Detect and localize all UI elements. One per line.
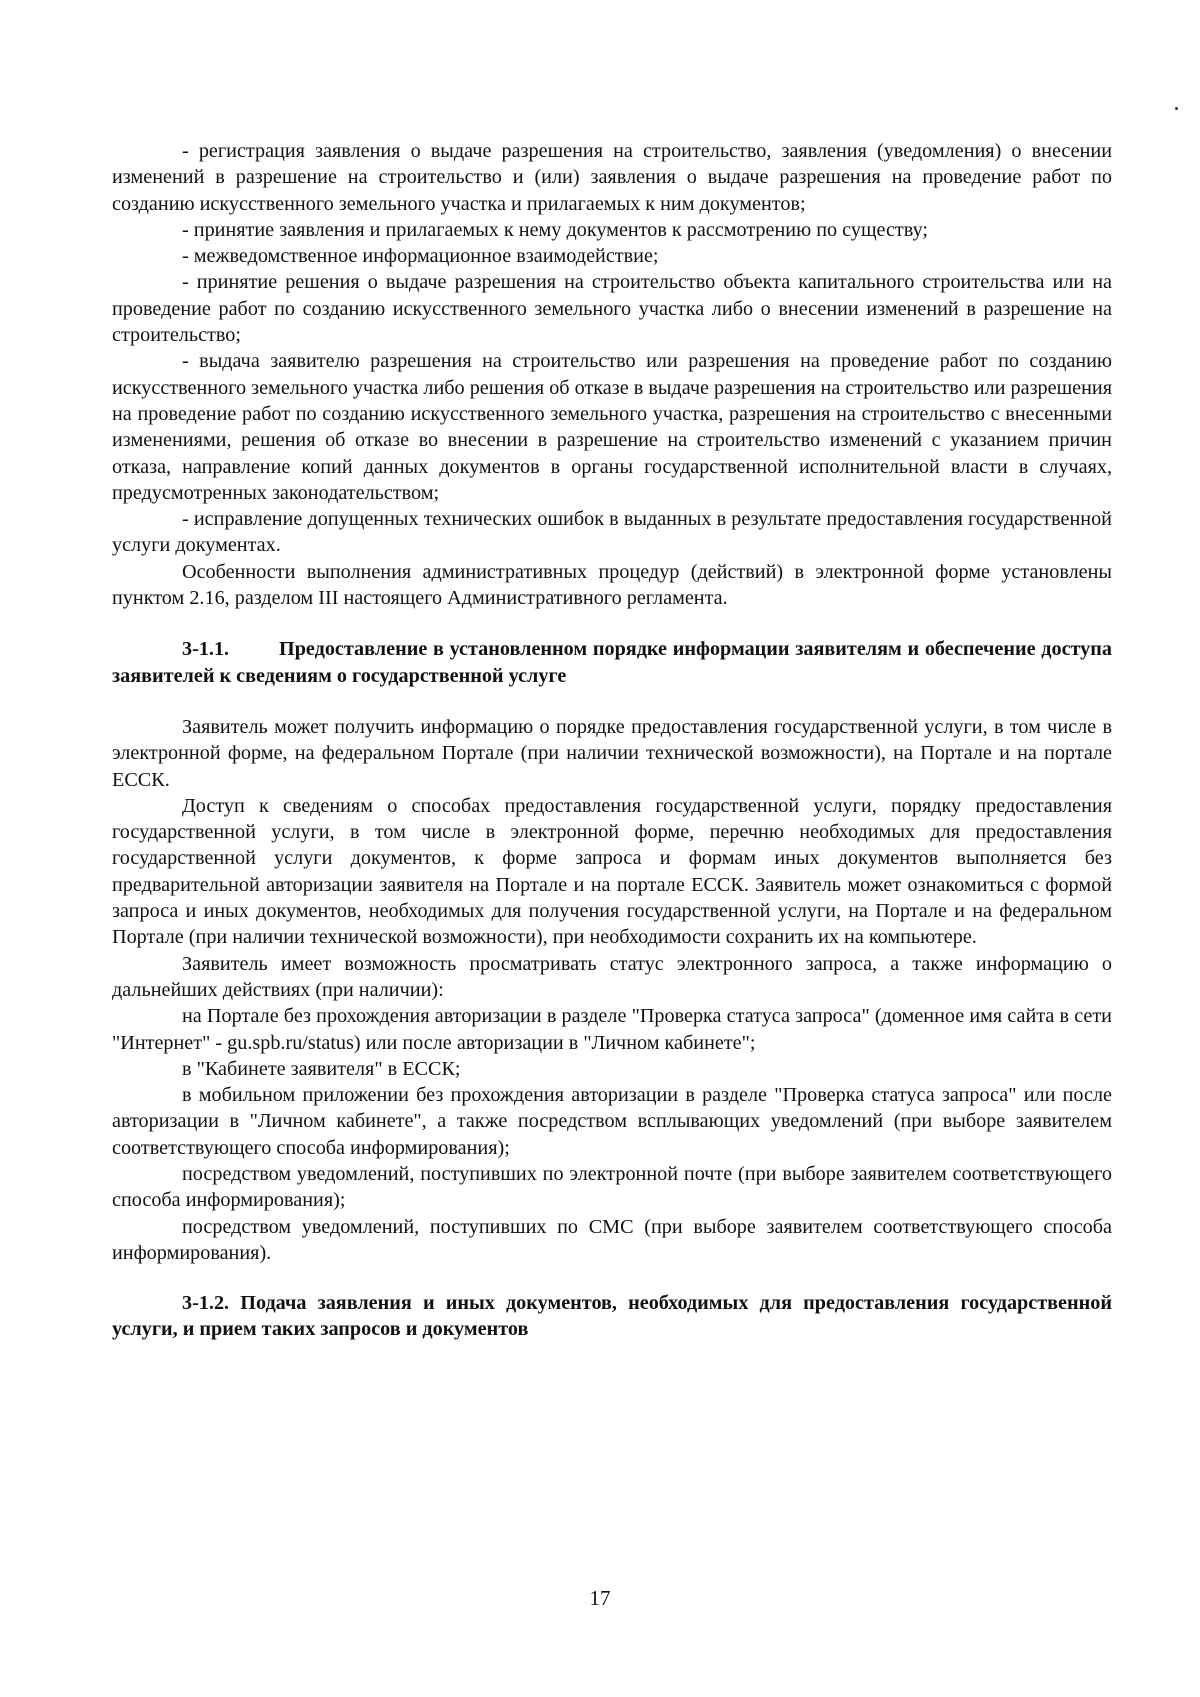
section-paragraph: в "Кабинете заявителя" в ЕССК; (182, 1057, 461, 1080)
spacer (112, 689, 1112, 714)
intro-item-registration: - регистрация заявления о выдаче разрешения на строительство, заявления (уведомления) о внесении изменений в разрешение на строительство и (или) заявления о выдаче разрешения на проведение работ по созданию искусственного земельного участка и прилагаемых к ним документов; (112, 140, 1112, 215)
section-number: 3-1.2. (182, 1292, 230, 1315)
intro-item-acceptance: - принятие заявления и прилагаемых к нему документов к рассмотрению по существу; (182, 218, 929, 241)
spacer (112, 1266, 1112, 1290)
section-heading-3-1-2 (112, 1290, 1112, 1343)
spacer (112, 611, 1112, 636)
scan-artifact-dot (1175, 107, 1178, 110)
section-paragraph: Заявитель может получить информацию о порядке предоставления государственной услуги, в том числе в электронной форме, на федеральном Портале (при наличии технической возможности), на Портале и на портале ЕССК. (112, 715, 1112, 791)
section-paragraph: в мобильном приложении без прохождения авторизации в разделе "Проверка статуса запроса" или после авторизации в "Личном кабинете", а также посредством всплывающих уведомлений (при выборе заявителем соответствующего способа информирования); (112, 1084, 1112, 1159)
page-number: 17 (589, 1586, 611, 1610)
section-paragraph: Заявитель имеет возможность просматривать статус электронного запроса, а также информацию о дальнейших действиях (при наличии): (112, 952, 1112, 1001)
intro-item-decision: - принятие решения о выдаче разрешения на строительство объекта капитального строительства или на проведение работ по созданию искусственного земельного участка либо о внесении изменений в разрешение на строительство; (112, 271, 1112, 347)
section-paragraph: посредством уведомлений, поступивших по СМС (при выборе заявителем соответствующего способа информирования). (112, 1215, 1112, 1264)
intro-item-issuance: - выдача заявителю разрешения на строительство или разрешения на проведение работ по созданию искусственного земельного участка либо решения об отказе в выдаче разрешения на строительство или разрешения на проведение работ по созданию искусственного земельного участка, разрешения на строительство с внесенными изменениями, решения об отказе во внесении в разрешение на строительство изменений с указанием причин отказа, направление копий данных документов в органы государственной исполнительной власти в случаях, предусмотренных законодательством; (112, 350, 1112, 504)
document-page (112, 138, 1112, 1343)
section-paragraph: Доступ к сведениям о способах предоставления государственной услуги, порядку предоставления государственной услуги, в том числе в электронной форме, перечню необходимых для предоставления государственной услуги документов, к форме запроса и формам иных документов выполняется без предварительной авторизации заявителя на Портале и на портале ЕССК. Заявитель может ознакомиться с формой запроса и иных документов, необходимых для получения государственной услуги, на Портале и на федеральном Портале (при наличии технической возможности), при необходимости сохранить их на компьютере. (112, 794, 1112, 949)
section-number: 3-1.1. (182, 638, 230, 661)
section-title: Подача заявления и иных документов, необходимых для предоставления государственной услуги, и прием таких запросов и документов (112, 1292, 1113, 1341)
intro-item-interagency: - межведомственное информационное взаимодействие; (182, 245, 659, 268)
intro-item-correction: - исправление допущенных технических ошибок в выданных в результате предоставления государственной услуги документах. (112, 508, 1112, 557)
section-paragraph: на Портале без прохождения авторизации в разделе "Проверка статуса запроса" (доменное имя сайта в сети "Интернет" - gu.spb.ru/status) или после авторизации в "Личном кабинете"; (112, 1005, 1112, 1054)
section-heading-3-1-1 (112, 636, 1112, 689)
intro-electronic-note: Особенности выполнения административных процедур (действий) в электронной форме установлены пунктом 2.16, разделом III настоящего Административного регламента. (112, 560, 1112, 610)
section-title: Предоставление в установленном порядке информации заявителям и обеспечение доступа заявителей к сведениям о государственной услуге (112, 638, 1112, 687)
section-paragraph: посредством уведомлений, поступивших по электронной почте (при выборе заявителем соответствующего способа информирования); (112, 1162, 1112, 1212)
